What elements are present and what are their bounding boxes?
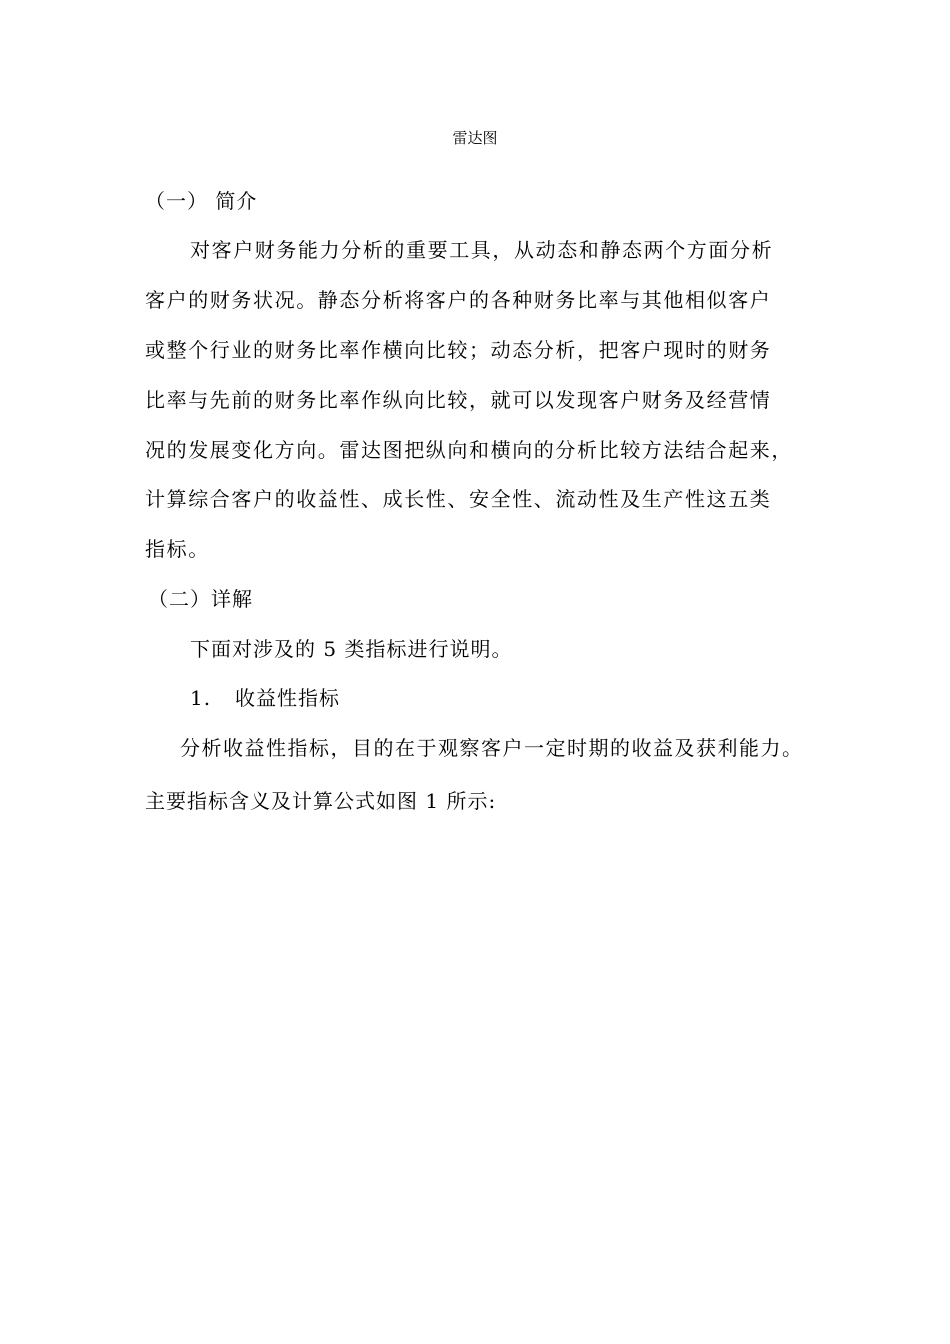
list-item-title: 收益性指标 bbox=[235, 686, 340, 710]
paragraph-line: 客户的财务状况。静态分析将客户的各种财务比率与其他相似客户 bbox=[145, 288, 772, 312]
list-item-number: 1. bbox=[190, 686, 212, 710]
paragraph-line: 计算综合客户的收益性、成长性、安全性、流动性及生产性这五类 bbox=[145, 487, 772, 511]
section-heading-detail: （二）详解 bbox=[148, 587, 253, 611]
intro-sentence: 下面对涉及的 5 类指标进行说明。 bbox=[190, 637, 513, 661]
paragraph-line: 指标。 bbox=[145, 537, 210, 561]
paragraph-line: 或整个行业的财务比率作横向比较；动态分析，把客户现时的财务 bbox=[145, 338, 772, 362]
paragraph-line: 况的发展变化方向。雷达图把纵向和横向的分析比较方法结合起来， bbox=[145, 438, 793, 462]
paragraph-line: 主要指标含义及计算公式如图 1 所示: bbox=[145, 789, 497, 813]
paragraph-line: 比率与先前的财务比率作纵向比较，就可以发现客户财务及经营情 bbox=[145, 388, 772, 412]
list-item-heading bbox=[190, 684, 340, 712]
document-title: 雷达图 bbox=[452, 129, 498, 147]
paragraph-line: 对客户财务能力分析的重要工具，从动态和静态两个方面分析 bbox=[190, 238, 774, 262]
section-heading-intro: （一） 简介 bbox=[145, 189, 258, 213]
paragraph-line: 分析收益性指标，目的在于观察客户一定时期的收益及获利能力。 bbox=[180, 736, 804, 760]
